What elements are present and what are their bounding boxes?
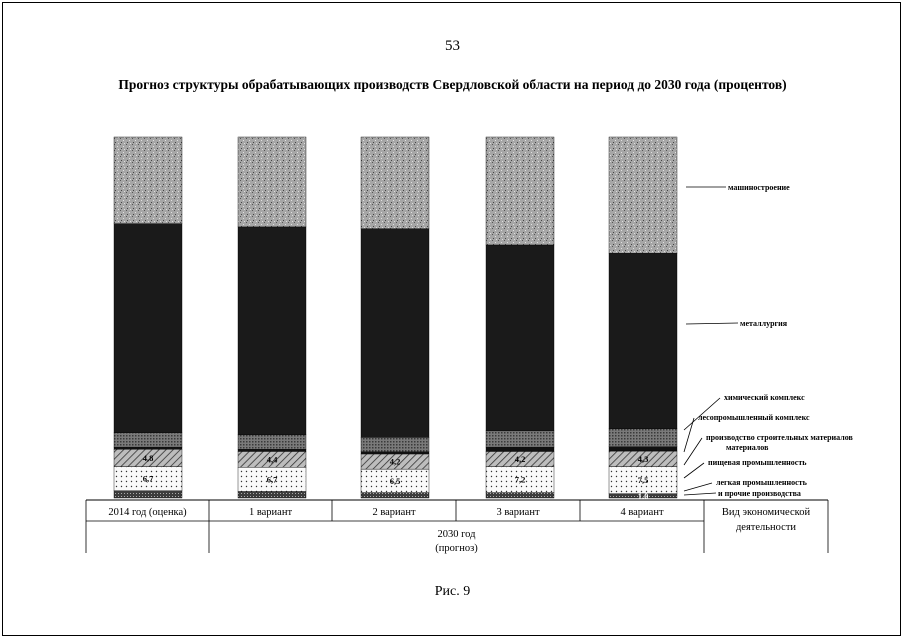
chart-title: Прогноз структуры обрабатывающих производств Свердловской области на период до 2030 года (процентов) bbox=[118, 77, 787, 92]
figure-caption: Рис. 9 bbox=[434, 584, 471, 599]
bar-segment bbox=[361, 229, 429, 438]
legend-leader-line bbox=[684, 463, 704, 478]
data-label: 4,8 bbox=[142, 452, 154, 463]
legend-label: производство строительных материалов bbox=[706, 433, 853, 442]
bar-segment bbox=[114, 224, 182, 433]
data-label: 6,7 bbox=[142, 473, 154, 484]
data-label: 7,2 bbox=[514, 474, 526, 485]
legend bbox=[684, 183, 853, 498]
legend-label: пищевая промышленность bbox=[708, 458, 807, 467]
bar-segment bbox=[361, 452, 429, 454]
data-label: 6,7 bbox=[266, 474, 278, 485]
data-label: 6,5 bbox=[389, 475, 401, 486]
data-label: 4,2 bbox=[514, 454, 526, 465]
legend-label-continued: материалов bbox=[726, 443, 769, 452]
bar-segment bbox=[238, 435, 306, 449]
bar-segment bbox=[486, 137, 554, 245]
legend-label: легкая промышленность bbox=[716, 478, 807, 487]
bar-segment bbox=[114, 137, 182, 224]
legend-label: металлургия bbox=[740, 319, 788, 328]
category-label: 4 вариант bbox=[620, 507, 664, 518]
legend-label: машиностроение bbox=[728, 183, 790, 192]
legend-leader-line bbox=[684, 493, 716, 495]
bars-layer bbox=[114, 137, 677, 498]
data-label: 7,5 bbox=[637, 475, 649, 486]
bar-segment bbox=[114, 491, 182, 498]
bar-segment bbox=[486, 493, 554, 498]
row-header-label: Вид экономической bbox=[721, 507, 811, 518]
bar-segment bbox=[238, 227, 306, 435]
legend-label: химический комплекс bbox=[724, 393, 805, 402]
bar-segment bbox=[486, 245, 554, 431]
row-header-label: деятельности bbox=[735, 522, 797, 533]
bar-segment bbox=[361, 493, 429, 498]
legend-label: лесопромышленный комплекс bbox=[698, 413, 810, 422]
data-label: 4,2 bbox=[389, 456, 401, 467]
legend-leader-line bbox=[684, 418, 694, 452]
bar-segment bbox=[609, 137, 677, 253]
bar-segment bbox=[361, 437, 429, 451]
data-label: 1,0 bbox=[637, 490, 649, 501]
legend-leader-line bbox=[684, 483, 712, 491]
category-label: 2014 год (оценка) bbox=[108, 507, 187, 518]
group-label: 2030 год bbox=[437, 529, 476, 540]
bar-segment bbox=[238, 492, 306, 498]
data-label: 4,4 bbox=[266, 454, 278, 465]
bar-segment bbox=[609, 447, 677, 451]
category-label: 3 вариант bbox=[496, 507, 540, 518]
bar-segment bbox=[609, 429, 677, 447]
bar-segment bbox=[486, 431, 554, 447]
group-sublabel: (прогноз) bbox=[435, 543, 478, 554]
category-table bbox=[86, 500, 828, 554]
page-number: 53 bbox=[445, 38, 460, 54]
bar-segment bbox=[361, 137, 429, 229]
legend-leader-line bbox=[686, 323, 738, 324]
data-label: 4,3 bbox=[637, 453, 649, 464]
legend-label: и прочие производства bbox=[718, 489, 801, 498]
bar-segment bbox=[486, 447, 554, 451]
category-label: 1 вариант bbox=[248, 507, 293, 518]
bar-segment bbox=[114, 433, 182, 447]
bar-segment bbox=[238, 137, 306, 227]
bar-segment bbox=[114, 447, 182, 449]
bar-segment bbox=[609, 253, 677, 428]
bar-segment bbox=[238, 449, 306, 451]
category-label: 2 вариант bbox=[372, 507, 416, 518]
